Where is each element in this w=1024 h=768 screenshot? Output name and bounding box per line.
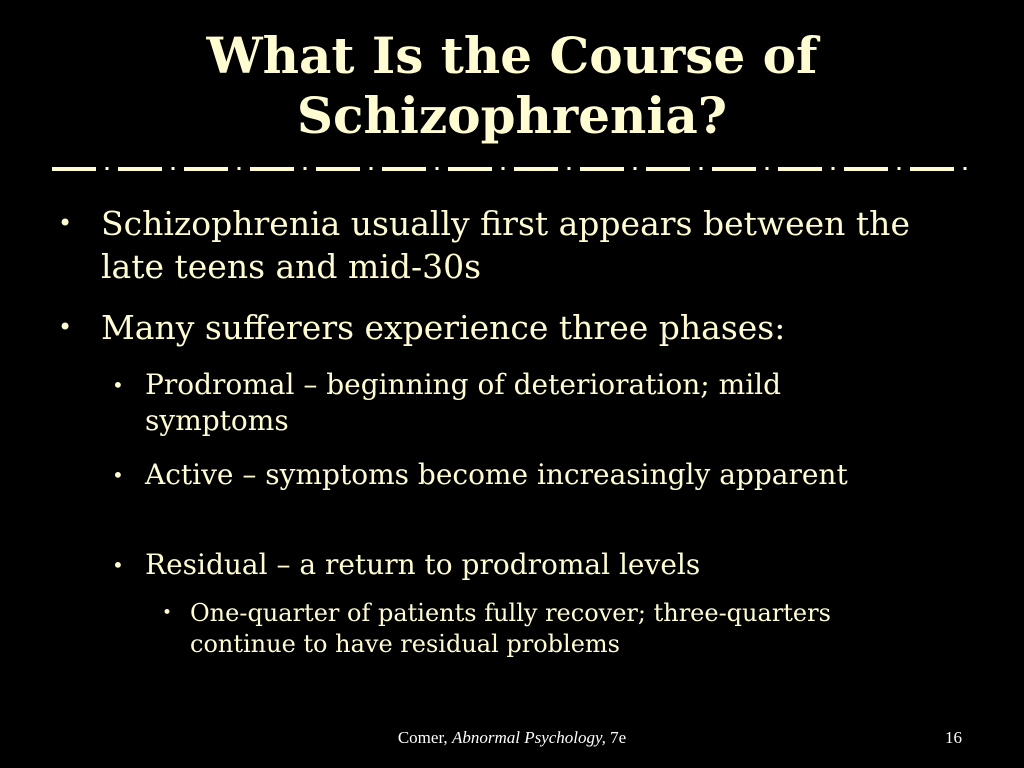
sub-bullet-text: Residual – a return to prodromal levels — [145, 548, 701, 581]
divider-dash — [910, 167, 954, 171]
divider-dash — [382, 167, 426, 171]
divider-dash — [184, 167, 228, 171]
sub-bullet-item-3 — [112, 547, 912, 583]
divider-dash — [250, 167, 294, 171]
bullet-icon: • — [58, 313, 73, 341]
bullet-item-1 — [58, 202, 918, 288]
divider-dash — [118, 167, 162, 171]
divider-dot — [502, 167, 505, 170]
footer-book-title: Abnormal Psychology, — [451, 728, 606, 747]
slide-title-line-2: Schizophrenia? — [296, 86, 728, 145]
divider-dash — [580, 167, 624, 171]
divider-dot — [700, 167, 703, 170]
divider-dot — [568, 167, 571, 170]
divider-dot — [436, 167, 439, 170]
divider-dash — [778, 167, 822, 171]
divider-dash — [646, 167, 690, 171]
divider-dot — [832, 167, 835, 170]
divider-dot — [964, 167, 967, 170]
sub-bullet-text: Prodromal – beginning of deterioration; mild symptoms — [145, 368, 782, 437]
bullet-icon: • — [112, 463, 124, 487]
page-number: 16 — [945, 728, 962, 747]
sub-bullet-item-1 — [112, 367, 912, 439]
divider-dash — [52, 167, 96, 171]
footer-author: Comer, — [397, 728, 448, 747]
divider-dot — [898, 167, 901, 170]
divider-dot — [304, 167, 307, 170]
sub-sub-bullet-item-1 — [162, 598, 942, 660]
sub-bullet-text: Active – symptoms become increasingly apparent — [145, 458, 848, 491]
divider-dash — [712, 167, 756, 171]
bullet-icon: • — [112, 553, 124, 577]
divider-dot — [634, 167, 637, 170]
divider-dot — [106, 167, 109, 170]
footer-citation — [0, 728, 1024, 748]
slide-title-line-1: What Is the Course of — [206, 26, 818, 85]
divider-dot — [370, 167, 373, 170]
bullet-icon: • — [162, 603, 173, 623]
slide-title — [0, 26, 1024, 146]
sub-bullet-item-2 — [112, 457, 912, 493]
bullet-text: Schizophrenia usually first appears between the late teens and mid-30s — [101, 204, 910, 286]
divider-dash — [844, 167, 888, 171]
divider-dot — [172, 167, 175, 170]
sub-sub-bullet-text: One-quarter of patients fully recover; three-quarters continue to have residual problems — [190, 599, 831, 658]
title-divider — [52, 162, 972, 176]
divider-dot — [238, 167, 241, 170]
divider-dash — [448, 167, 492, 171]
bullet-icon: • — [58, 209, 73, 237]
bullet-icon: • — [112, 373, 124, 397]
divider-dash — [514, 167, 558, 171]
footer-edition: 7e — [610, 728, 627, 747]
bullet-text: Many sufferers experience three phases: — [101, 308, 786, 347]
divider-dash — [316, 167, 360, 171]
bullet-item-2 — [58, 306, 918, 349]
divider-dot — [766, 167, 769, 170]
